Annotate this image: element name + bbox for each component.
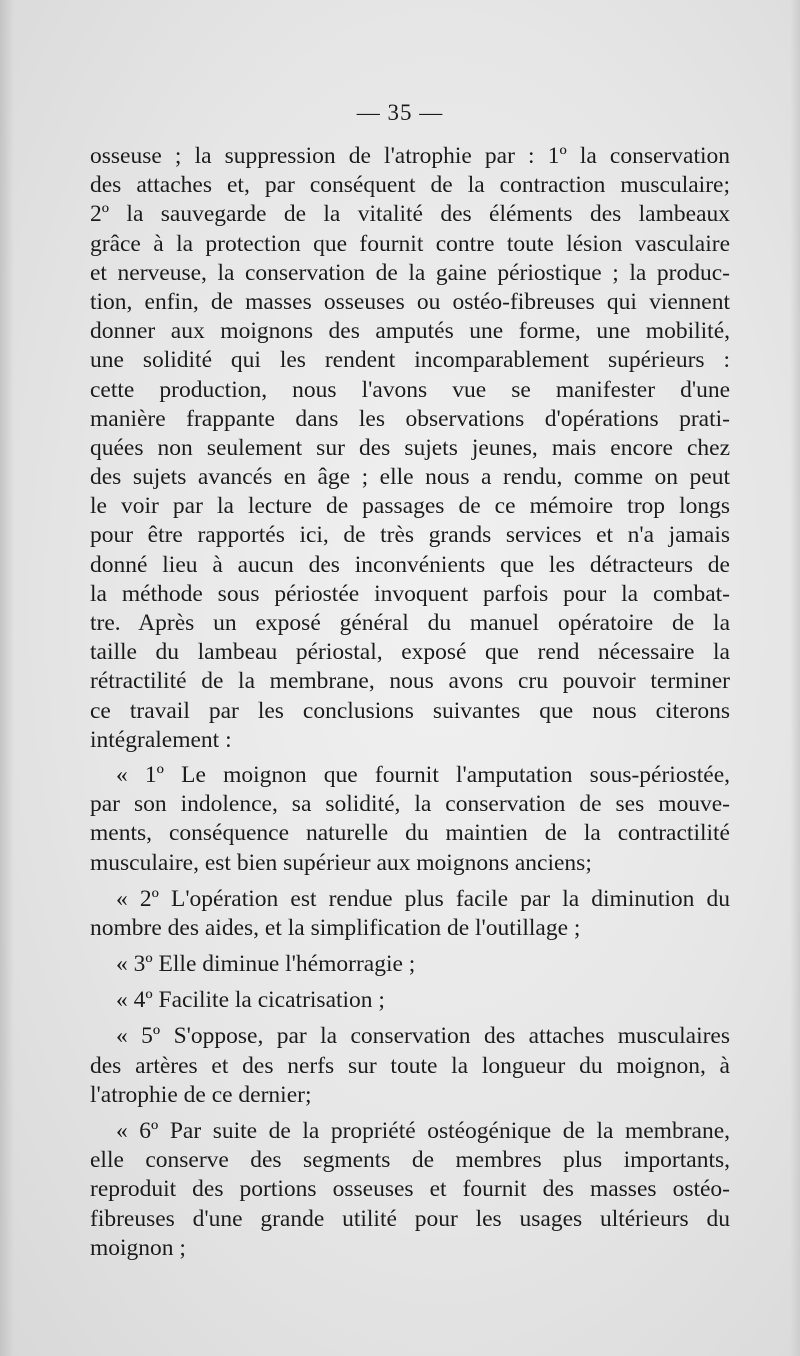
text-line: quées non seulement sur des sujets jeunes, mais encore chez	[90, 434, 730, 461]
text-line: grâce à la protection que fournit contre toute lésion vasculaire	[90, 230, 730, 257]
conclusion-item	[90, 950, 730, 979]
text-line: 2º la sauvegarde de la vitalité des éléments des lambeaux	[90, 201, 730, 228]
text-line: nombre des aides, et la simplification de l'outillage ;	[90, 914, 581, 941]
text-line: musculaire, est bien supérieur aux moignons anciens;	[90, 849, 592, 876]
text-line: « 5º S'oppose, par la conservation des attaches musculaires	[116, 1023, 730, 1050]
text-line: « 1º Le moignon que fournit l'amputation sous-périostée,	[116, 761, 730, 788]
text-line: tion, enfin, de masses osseuses ou ostéo-fibreuses qui viennent	[90, 288, 730, 315]
text-line: intégralement :	[90, 726, 232, 753]
intro-paragraph	[90, 142, 730, 755]
text-line: fibreuses d'une grande utilité pour les usages ultérieurs du	[90, 1205, 730, 1232]
text-line: « 2º L'opération est rendue plus facile par la diminution du	[116, 885, 730, 912]
text-line: des attaches et, par conséquent de la contraction musculaire;	[90, 172, 730, 199]
text-line: « 3º Elle diminue l'hémorragie ;	[116, 951, 416, 978]
text-line: une solidité qui les rendent incomparablement supérieurs :	[90, 347, 730, 374]
text-line: elle conserve des segments de membres plus importants,	[90, 1147, 730, 1174]
text-line: « 6º Par suite de la propriété ostéogénique de la membrane,	[116, 1118, 730, 1144]
text-line: moignon ;	[90, 1234, 186, 1261]
text-line: reproduit des portions osseuses et fournit des masses ostéo-	[90, 1176, 730, 1203]
text-line: rétractilité de la membrane, nous avons cru pouvoir terminer	[90, 668, 730, 695]
text-line: des artères et des nerfs sur toute la longueur du moignon, à	[90, 1052, 730, 1079]
paragraph-gap	[90, 1015, 730, 1022]
conclusion-item	[90, 761, 730, 878]
text-line: le voir par la lecture de passages de ce mémoire trop longs	[90, 493, 730, 520]
text-line: tre. Après un exposé général du manuel opératoire de la	[90, 610, 730, 636]
text-line: taille du lambeau périostal, exposé que rend nécessaire la	[90, 639, 730, 666]
text-line: donné lieu à aucun des inconvénients que les détracteurs de	[90, 551, 730, 578]
text-line: la méthode sous périostée invoquent parfois pour la combat-	[90, 580, 730, 607]
paragraph-gap	[90, 1110, 730, 1117]
text-line: l'atrophie de ce dernier;	[90, 1081, 312, 1108]
conclusion-item	[90, 986, 730, 1015]
paragraph-gap	[90, 943, 730, 950]
text-line: ments, conséquence naturelle du maintien de la contractilité	[90, 820, 730, 847]
text-line: pour être rapportés ici, de très grands services et n'a jamais	[90, 522, 730, 549]
text-line: par son indolence, sa solidité, la conservation de ses mouve-	[90, 791, 730, 818]
conclusion-item	[90, 1022, 730, 1110]
paragraph-gap	[90, 878, 730, 885]
conclusion-item	[90, 1117, 730, 1263]
text-line: cette production, nous l'avons vue se manifester d'une	[90, 376, 730, 403]
text-line: osseuse ; la suppression de l'atrophie par : 1º la conservation	[90, 143, 730, 169]
text-line: « 4º Facilite la cicatrisation ;	[116, 987, 385, 1014]
body-text	[90, 142, 730, 1263]
text-line: et nerveuse, la conservation de la gaine périostique ; la produc-	[90, 259, 730, 286]
text-line: des sujets avancés en âge ; elle nous a rendu, comme on peut	[90, 464, 730, 491]
conclusions-list	[90, 761, 730, 1263]
text-line: manière frappante dans les observations d'opérations prati-	[90, 405, 730, 432]
conclusion-item	[90, 885, 730, 943]
page-number: — 35 —	[356, 100, 444, 125]
text-line: ce travail par les conclusions suivantes que nous citerons	[90, 697, 730, 724]
text-line: donner aux moignons des amputés une forme, une mobilité,	[90, 318, 730, 345]
paragraph-gap	[90, 979, 730, 986]
